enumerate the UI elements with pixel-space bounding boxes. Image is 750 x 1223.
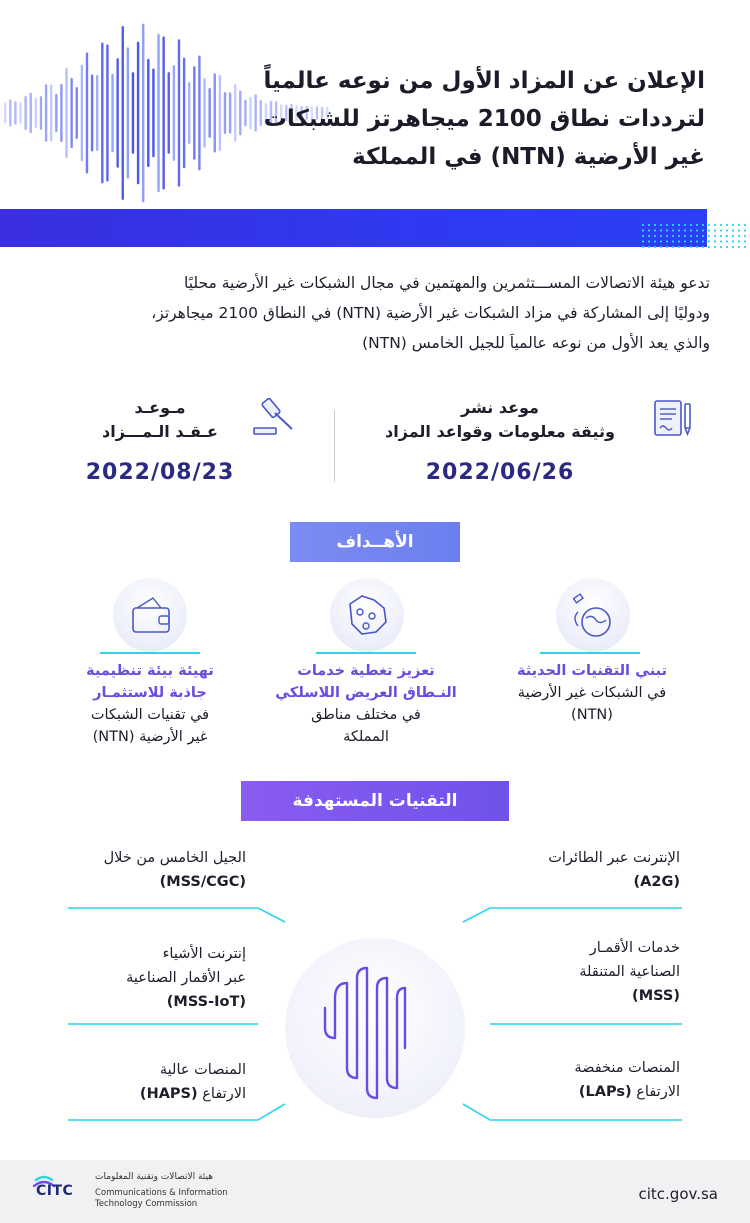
auction-date-label-2: عـقـد الـمـــزاد	[102, 422, 218, 441]
goal-1-title: تبني التقنيات الحديثة	[516, 663, 668, 679]
tech-cgc-line1: الجيل الخامس من خلال	[103, 850, 246, 866]
goal-3-title-1: تهيئة بيئة تنظيمية	[86, 663, 214, 679]
tech-haps-line2: الارتفاع	[202, 1086, 246, 1102]
tech-laps-line2: الارتفاع	[636, 1084, 680, 1100]
title-line-1: الإعلان عن المزاد الأول من نوعه عالمياً	[263, 68, 705, 94]
intro-line-3: والذي يعد الأول من نوعه عالمياَ للجيل الخامس (NTN)	[362, 334, 710, 352]
tech-mss-line1: خدمات الأقمـار	[589, 940, 680, 956]
org-name-english	[95, 1188, 228, 1210]
publish-date-label-2: وثيقة معلومات وقواعد المزاد	[385, 422, 615, 441]
goals-heading: الأهــداف	[290, 522, 460, 562]
org-name-english-2: Technology Commission	[95, 1199, 198, 1209]
technologies-heading: التقنيات المستهدفة	[241, 781, 509, 821]
tech-item-mss-iot	[76, 942, 246, 1014]
title-line-2: لترددات نطاق 2100 ميجاهرتز للشبكات	[263, 106, 705, 132]
tech-a2g-line1: الإنترنت عبر الطائرات	[548, 850, 680, 866]
tech-mss-line2: الصناعية المتنقلة	[579, 964, 680, 980]
tech-laps-code: (LAPs)	[578, 1084, 632, 1100]
goal-1-body-2: (NTN)	[571, 707, 613, 723]
intro-line-2: ودوليًا إلى المشاركة في مزاد الشبكات غير الأرضية (NTN) في النطاق 2100 ميجاهرتز،	[151, 304, 710, 322]
tech-haps-line1: المنصات عالية	[159, 1062, 246, 1078]
tech-item-a2g	[460, 846, 680, 894]
publish-date-label-1: موعد نشر	[461, 398, 539, 417]
tech-iot-line1: إنترنت الأشياء	[162, 946, 246, 962]
tech-iot-code: (MSS-IoT)	[166, 994, 246, 1010]
goal-3-body-2: غير الأرضية (NTN)	[92, 729, 208, 745]
goal-2-title-1: تعزيز تغطية خدمات	[297, 663, 435, 679]
tech-a2g-code: (A2G)	[633, 874, 680, 890]
tech-mss-code: (MSS)	[632, 988, 680, 1004]
org-name-english-1: Communications & Information	[95, 1188, 228, 1198]
tech-laps-line1: المنصات منخفضة	[574, 1060, 680, 1076]
tech-item-mss	[460, 936, 680, 1008]
goal-3-title-2: جاذبة للاستثمـار	[93, 685, 207, 701]
goal-2-title-2: النـطاق العريض اللاسلكي	[275, 685, 457, 701]
tech-item-mss-cgc	[76, 846, 246, 894]
title-line-3: غير الأرضية (NTN) في المملكة	[352, 144, 705, 170]
goal-2-body-2: المملكة	[343, 729, 389, 745]
goal-1-body-1: في الشبكات غير الأرضية	[517, 685, 667, 701]
goal-2-body-1: في مختلف مناطق	[311, 707, 421, 723]
auction-date-value: 2022/08/23	[85, 460, 235, 485]
org-name-arabic: هيئة الاتصالات وتقنية المعلومات	[95, 1172, 213, 1182]
citc-logo-text: CITC	[36, 1183, 74, 1199]
goal-3-body-1: في تقنيات الشبكات	[90, 707, 210, 723]
tech-haps-code: (HAPS)	[139, 1086, 198, 1102]
website-link[interactable]: citc.gov.sa	[638, 1185, 718, 1203]
auction-date-label-1: مـوعـد	[134, 398, 186, 417]
tech-iot-line2: عبر الأقمار الصناعية	[126, 970, 246, 986]
intro-line-1: تدعو هيئة الاتصالات المســـتثمرين والمهتمين في مجال الشبكات غير الأرضية محليًا	[183, 274, 710, 292]
tech-cgc-code: (MSS/CGC)	[159, 874, 246, 890]
publish-date-value: 2022/06/26	[425, 460, 575, 485]
tech-item-haps	[76, 1058, 246, 1106]
tech-item-laps	[460, 1056, 680, 1104]
